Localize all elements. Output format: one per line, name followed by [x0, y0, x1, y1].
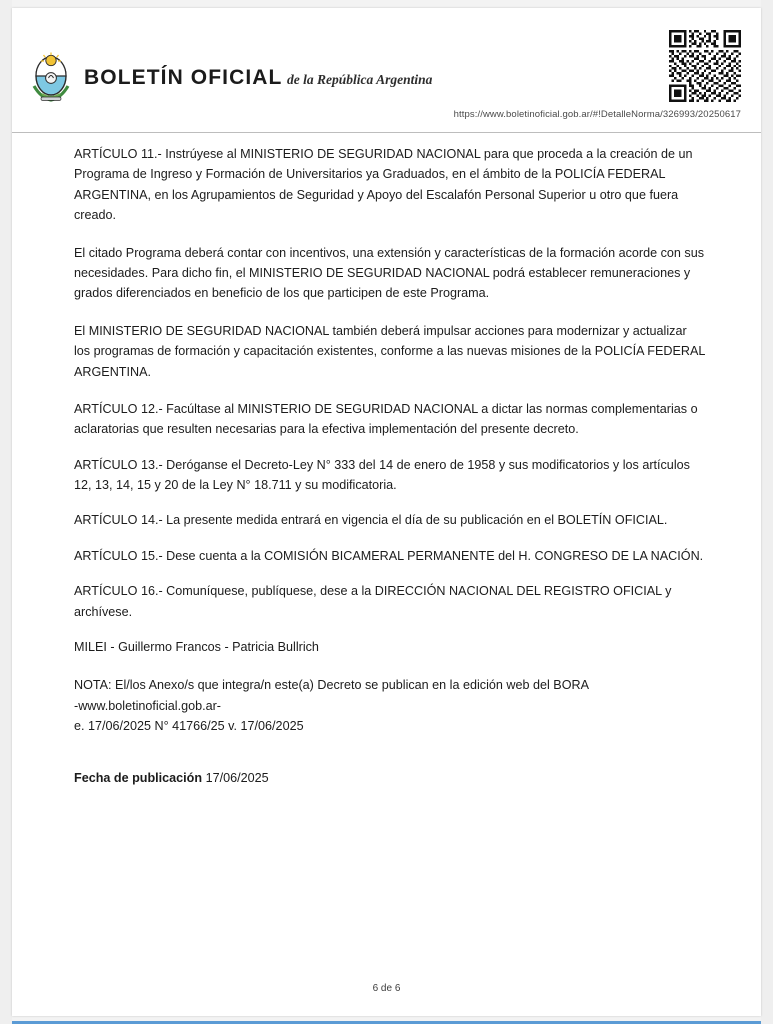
qr-code-icon [669, 30, 741, 102]
annex-note-line-2: -www.boletinoficial.gob.ar- [74, 698, 221, 713]
page-margin-left [0, 0, 12, 1024]
publication-date-row [74, 771, 706, 785]
brand-text-block [84, 67, 432, 89]
article-16-paragraph: ARTÍCULO 16.- Comuníquese, publíquese, dese a la DIRECCIÓN NACIONAL DEL REGISTRO OFICIAL y archívese. [74, 584, 672, 619]
document-body [12, 144, 761, 785]
page-margin-right [761, 0, 773, 1024]
article-12-paragraph: ARTÍCULO 12.- Facúltase al MINISTERIO DE SEGURIDAD NACIONAL a dictar las normas complementarias o aclaratorias que resulten necesarias para la efectiva implementación del presente decreto. [74, 401, 698, 437]
publication-date-label: Fecha de publicación [74, 770, 203, 785]
publication-reference: e. 17/06/2025 N° 41766/25 v. 17/06/2025 [74, 719, 304, 734]
brand-title: BOLETÍN OFICIAL [84, 65, 283, 89]
article-11-third-paragraph: El MINISTERIO DE SEGURIDAD NACIONAL también deberá impulsar acciones para modernizar y actualizar los programas de formación y capacitación existentes, conforme a las nuevas misiones de la POLICÍA FEDERAL ARGENTINA. [74, 323, 705, 379]
article-14-paragraph: ARTÍCULO 14.- La presente medida entrará en vigencia el día de su publicación en el BOLETÍN OFICIAL. [74, 513, 668, 528]
argentina-coat-of-arms-icon [28, 52, 74, 104]
publication-date-value: 17/06/2025 [205, 770, 269, 785]
header-divider [12, 132, 761, 133]
article-15-paragraph: ARTÍCULO 15.- Dese cuenta a la COMISIÓN BICAMERAL PERMANENTE del H. CONGRESO DE LA NACIÓN. [74, 548, 704, 563]
source-url: https://www.boletinoficial.gob.ar/#!DetalleNorma/326993/20250617 [453, 109, 741, 120]
document-sheet [12, 8, 761, 1016]
document-header [12, 8, 761, 126]
article-13-paragraph: ARTÍCULO 13.- Deróganse el Decreto-Ley N° 333 del 14 de enero de 1958 y sus modificatorios y los artículos 12, 13, 14, 15 y 20 de la Ley N° 18.711 y su modificatoria. [74, 457, 690, 493]
signatories: MILEI - Guillermo Francos - Patricia Bullrich [74, 640, 319, 655]
article-11-second-paragraph: El citado Programa deberá contar con incentivos, una extensión y características de la formación acorde con sus necesidades. Para dicho fin, el MINISTERIO DE SEGURIDAD NACIONAL podrá establecer remuneraciones y grados diferenciados en beneficio de los que participen de este Programa. [74, 245, 705, 301]
annex-note [74, 675, 706, 716]
article-11-paragraph: ARTÍCULO 11.- Instrúyese al MINISTERIO DE SEGURIDAD NACIONAL para que proceda a la creación de un Programa de Ingreso y Formación de Universitarios ya Graduados, en el ámbito de la POLICÍA FEDERAL ARGENTINA, en los Agrupamientos de Seguridad y Apoyo del Escalafón Personal Superior u otro que fuera creado. [74, 147, 693, 223]
brand-subtitle: de la República Argentina [286, 71, 433, 87]
boletin-oficial-logo [28, 52, 432, 104]
page-indicator: 6 de 6 [372, 983, 401, 994]
annex-note-line-1: NOTA: El/los Anexo/s que integra/n este(a) Decreto se publican en la edición web del BORA [74, 678, 589, 693]
